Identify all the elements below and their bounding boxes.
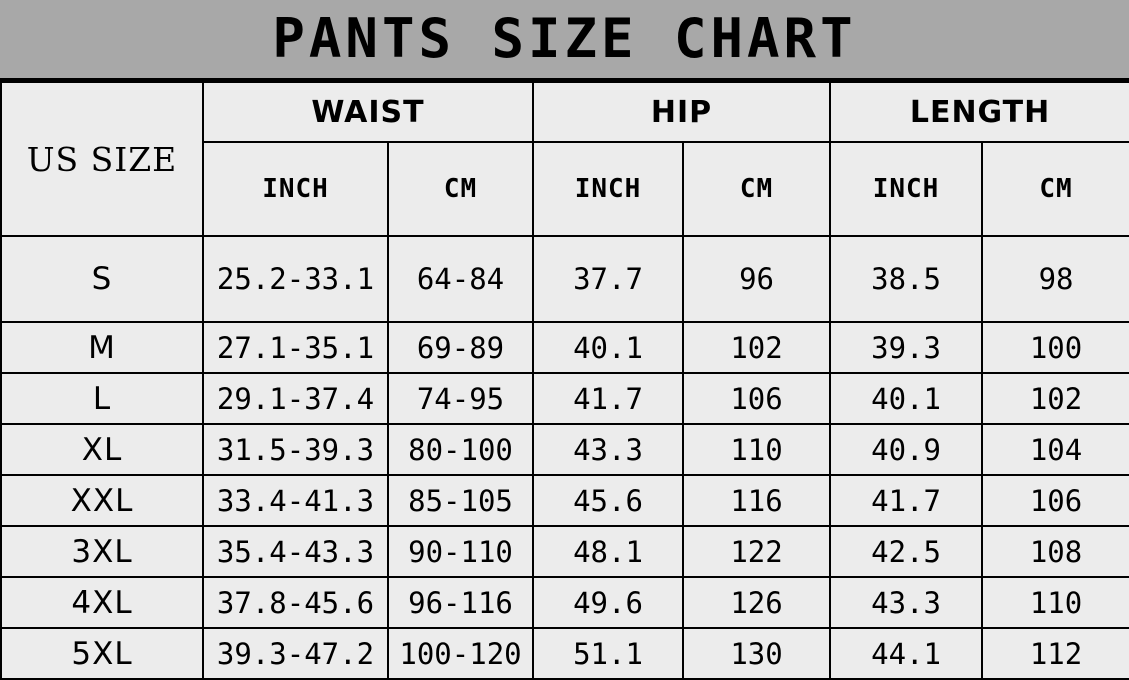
measurement-cell: 43.3 (830, 577, 982, 628)
measurement-cell: 100-120 (388, 628, 533, 679)
measurement-cell: 126 (683, 577, 830, 628)
column-header-us-size: US SIZE (1, 82, 203, 236)
measurement-cell: 90-110 (388, 526, 533, 577)
measurement-cell: 40.1 (533, 322, 683, 373)
measurement-cell: 39.3-47.2 (203, 628, 388, 679)
measurement-cell: 96-116 (388, 577, 533, 628)
measurement-cell: 31.5-39.3 (203, 424, 388, 475)
chart-title-bar (0, 0, 1129, 81)
measurement-cell: 35.4-43.3 (203, 526, 388, 577)
measurement-cell: 80-100 (388, 424, 533, 475)
measurement-cell: 85-105 (388, 475, 533, 526)
measurement-cell: 64-84 (388, 236, 533, 322)
measurement-cell: 33.4-41.3 (203, 475, 388, 526)
measurement-cell: 108 (982, 526, 1129, 577)
measurement-cell: 45.6 (533, 475, 683, 526)
measurement-cell: 41.7 (830, 475, 982, 526)
column-header-length-inch: INCH (830, 142, 982, 236)
size-label-cell: XXL (1, 475, 203, 526)
column-header-hip-inch: INCH (533, 142, 683, 236)
measurement-cell: 112 (982, 628, 1129, 679)
measurement-cell: 51.1 (533, 628, 683, 679)
size-label-cell: 3XL (1, 526, 203, 577)
table-row (1, 236, 1129, 322)
table-row (1, 526, 1129, 577)
measurement-cell: 110 (982, 577, 1129, 628)
measurement-cell: 25.2-33.1 (203, 236, 388, 322)
size-chart-table (0, 81, 1129, 680)
column-header-length: LENGTH (830, 82, 1129, 142)
measurement-cell: 102 (683, 322, 830, 373)
size-label-cell: 4XL (1, 577, 203, 628)
measurement-cell: 40.9 (830, 424, 982, 475)
measurement-cell: 100 (982, 322, 1129, 373)
size-label-cell: XL (1, 424, 203, 475)
table-row (1, 322, 1129, 373)
measurement-cell: 42.5 (830, 526, 982, 577)
measurement-cell: 106 (982, 475, 1129, 526)
table-header (1, 82, 1129, 236)
table-row (1, 373, 1129, 424)
column-header-length-cm: CM (982, 142, 1129, 236)
measurement-cell: 116 (683, 475, 830, 526)
table-body (1, 236, 1129, 679)
measurement-cell: 41.7 (533, 373, 683, 424)
measurement-cell: 96 (683, 236, 830, 322)
table-row (1, 628, 1129, 679)
measurement-cell: 38.5 (830, 236, 982, 322)
measurement-cell: 130 (683, 628, 830, 679)
measurement-cell: 40.1 (830, 373, 982, 424)
measurement-cell: 44.1 (830, 628, 982, 679)
measurement-cell: 106 (683, 373, 830, 424)
size-label-cell: S (1, 236, 203, 322)
table-row (1, 424, 1129, 475)
measurement-cell: 39.3 (830, 322, 982, 373)
measurement-cell: 110 (683, 424, 830, 475)
measurement-cell: 74-95 (388, 373, 533, 424)
table-row (1, 475, 1129, 526)
measurement-cell: 122 (683, 526, 830, 577)
column-header-waist-cm: CM (388, 142, 533, 236)
size-label-cell: M (1, 322, 203, 373)
measurement-cell: 102 (982, 373, 1129, 424)
measurement-cell: 29.1-37.4 (203, 373, 388, 424)
column-header-hip-cm: CM (683, 142, 830, 236)
measurement-cell: 104 (982, 424, 1129, 475)
measurement-cell: 48.1 (533, 526, 683, 577)
size-label-cell: 5XL (1, 628, 203, 679)
measurement-cell: 98 (982, 236, 1129, 322)
page-title: PANTS SIZE CHART (272, 7, 857, 70)
measurement-cell: 27.1-35.1 (203, 322, 388, 373)
measurement-cell: 69-89 (388, 322, 533, 373)
table-row (1, 577, 1129, 628)
measurement-cell: 37.7 (533, 236, 683, 322)
column-header-hip: HIP (533, 82, 830, 142)
size-label-cell: L (1, 373, 203, 424)
measurement-cell: 49.6 (533, 577, 683, 628)
measurement-cell: 43.3 (533, 424, 683, 475)
header-row-groups (1, 82, 1129, 142)
column-header-waist: WAIST (203, 82, 533, 142)
measurement-cell: 37.8-45.6 (203, 577, 388, 628)
column-header-waist-inch: INCH (203, 142, 388, 236)
